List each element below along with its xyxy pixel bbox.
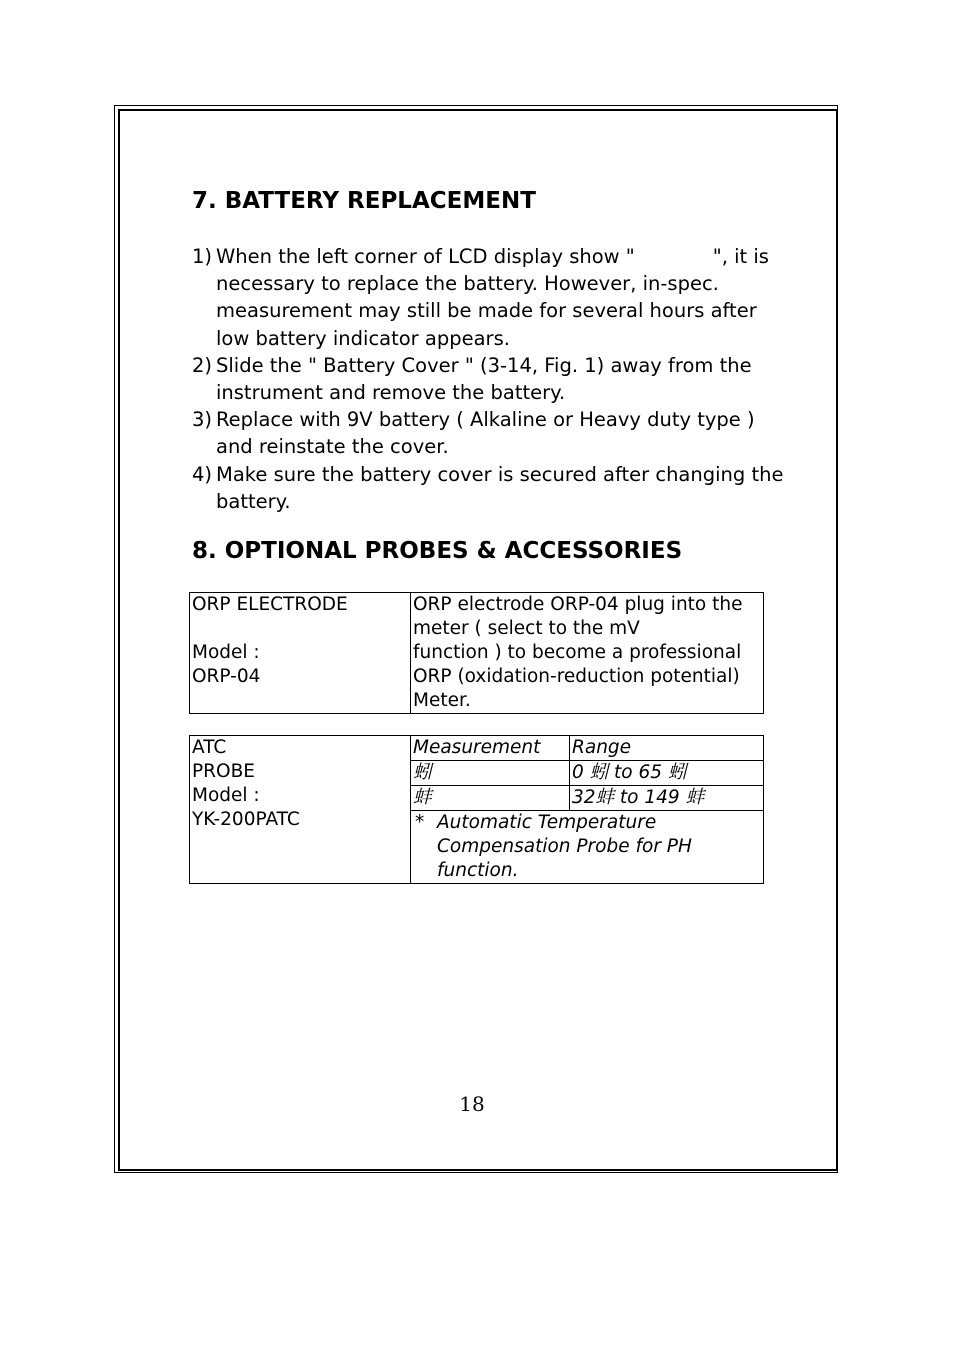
orp-name-cell [190, 593, 411, 714]
note-line: Compensation Probe for PH [437, 836, 692, 857]
orp-model: ORP-04 [192, 666, 261, 687]
orp-model-label: Model : [192, 642, 260, 663]
battery-section-title: 7. BATTERY REPLACEMENT [192, 188, 536, 214]
step-text: Replace with 9V battery ( Alkaline or Heavy duty type ) and reinstate the cover. [216, 408, 755, 459]
battery-step-3 [192, 406, 792, 460]
atc-name-line: YK-200PATC [192, 809, 300, 830]
page-number: 18 [459, 1092, 485, 1116]
step-text-after-icon: ", it is necessary to replace the battery. However, in-spec. measurement may still be made for several hours after low battery indicator appears. [216, 245, 769, 350]
step-text-before-icon: When the left corner of LCD display show " [216, 245, 635, 268]
note-line: function. [437, 860, 519, 881]
atc-note-cell [411, 811, 764, 884]
step-number: 4) [192, 462, 213, 486]
step-number: 3) [192, 408, 213, 432]
atc-name-line: Model : [192, 785, 260, 806]
orp-electrode-table [189, 592, 764, 714]
battery-step-2 [192, 352, 792, 406]
atc-name-line: ATC [192, 737, 227, 758]
range-header: Range [570, 736, 764, 761]
step-text: Slide the " Battery Cover " (3-14, Fig. 1) away from the instrument and remove the battery. [216, 353, 752, 405]
orp-description-line: function ) to become a professional [413, 642, 742, 663]
range-celsius: 0 蚓 to 65 蚓 [570, 761, 764, 786]
note-asterisk: * [415, 812, 425, 833]
orp-spacer [192, 617, 408, 641]
note-line: Automatic Temperature [437, 812, 657, 833]
battery-step-1 [192, 243, 792, 352]
atc-probe-table [189, 735, 764, 884]
measurement-header: Measurement [411, 736, 570, 761]
orp-description-line: Meter. [413, 690, 471, 711]
atc-name-line: PROBE [192, 761, 255, 782]
range-fahrenheit: 32蚌 to 149 蚌 [570, 786, 764, 811]
orp-name: ORP ELECTRODE [192, 594, 348, 615]
step-number: 2) [192, 353, 213, 377]
battery-steps-list [192, 243, 792, 515]
orp-description-cell [411, 593, 764, 714]
atc-name-cell [190, 736, 411, 884]
atc-note [413, 811, 761, 883]
accessories-section-title: 8. OPTIONAL PROBES & ACCESSORIES [192, 538, 683, 564]
battery-step-4 [192, 461, 792, 515]
orp-description-line: ORP (oxidation-reduction potential) [413, 666, 740, 687]
step-number: 1) [192, 245, 213, 268]
orp-description-line: ORP electrode ORP-04 plug into the [413, 594, 743, 615]
measurement-unit-fahrenheit: 蚌 [411, 786, 570, 811]
orp-description-line: meter ( select to the mV [413, 618, 640, 639]
measurement-unit-celsius: 蚓 [411, 761, 570, 786]
step-text: Make sure the battery cover is secured after changing the battery. [216, 462, 784, 513]
